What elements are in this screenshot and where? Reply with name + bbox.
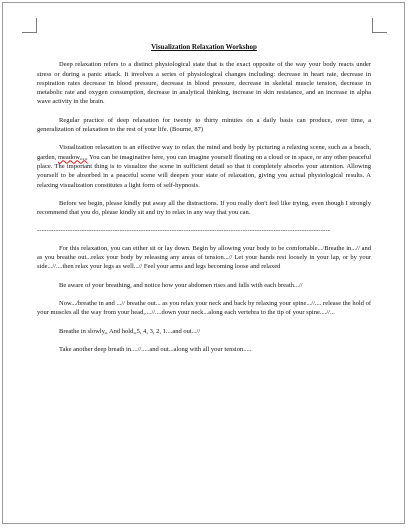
crop-mark-top-right bbox=[372, 18, 387, 33]
section-separator: ---------------------------------------------------------------------------------------------------------------------------- bbox=[37, 227, 331, 235]
spellcheck-flagged-word: meadow,,,,, bbox=[57, 153, 88, 161]
document-title: Visualization Relaxation Workshop bbox=[151, 43, 257, 51]
script-paragraph-5: Take another deep breath in....//.....and out...along with all your tension..... bbox=[59, 345, 252, 353]
script-paragraph-1: For this relaxation, you can either sit or lay down. Begin by allowing your body to be comfortable.../Breathe in...// and as you breathe out...relax your body by releasing any areas of tension...// Let your hands rest loosely in your lap, or by your side...//....then relax your legs as well...// Feel your arms and legs becoming loose and relaxed bbox=[37, 244, 371, 271]
crop-mark-top-left bbox=[22, 18, 37, 33]
paragraph-deep-relaxation: Deep relaxation refers to a distinct physiological state that is the exact opposite of the way your body reacts under stress or during a panic attack. It involves a series of physiological changes including: decrease in heart rate, decrease in respiration rates decrease in blood pressure, decrease in blood pressure, decrease in skeletal muscle tension, decrease in metabolic rate and oxygen consumption, decrease in analytical thinking, increase in skin resistance, and an increase in alpha wave activity in the brain. bbox=[37, 61, 371, 106]
visualization-text-start: Visualization relaxation is an effective way to relax the mind and body by picturing a relaxing scene, such as a beach, garden, bbox=[37, 144, 371, 161]
paragraph-regular-practice: Regular practice of deep relaxation for twenty to thirty minutes on a daily basis can produce, over time, a generalization of relaxation to the rest of your life. (Bourne, 87) bbox=[37, 116, 371, 134]
visualization-text-end: You can be imaginative here, you can imagine yourself floating on a cloud or in space, or any other peaceful place. The important thing is to visualize the scene in sufficient detail so that it completely absorbs your attention. Allowing yourself to be absorbed in a peaceful scene will deepen your state of relaxation, giving you actual physiological results. A relaxing visualization constitutes a light form of self-hypnosis. bbox=[37, 153, 372, 189]
script-paragraph-3: Now.../breathe in and ...// breathe out... as you relax your neck and back by relaxing your spine...//.... release the hold of your muscles all the way from your head,....//....down your neck...along each vertebra to the tip of your spine....//... bbox=[37, 299, 371, 317]
paragraph-visualization bbox=[37, 143, 371, 189]
script-paragraph-2: Be aware of your breathing, and notice how your abdomen rises and falls with each breath...// bbox=[59, 281, 303, 289]
script-paragraph-4: Breathe in slowly,, And hold,,5, 4, 3, 2, 1....and out...// bbox=[59, 327, 201, 335]
paragraph-before-we-begin: Before we begin, please kindly put away all the distractions. If you really don't feel like trying, even though I strongly recommend that you do, please kindly sit and try to relax in any way that you can. bbox=[37, 199, 371, 217]
document-body bbox=[37, 43, 371, 363]
